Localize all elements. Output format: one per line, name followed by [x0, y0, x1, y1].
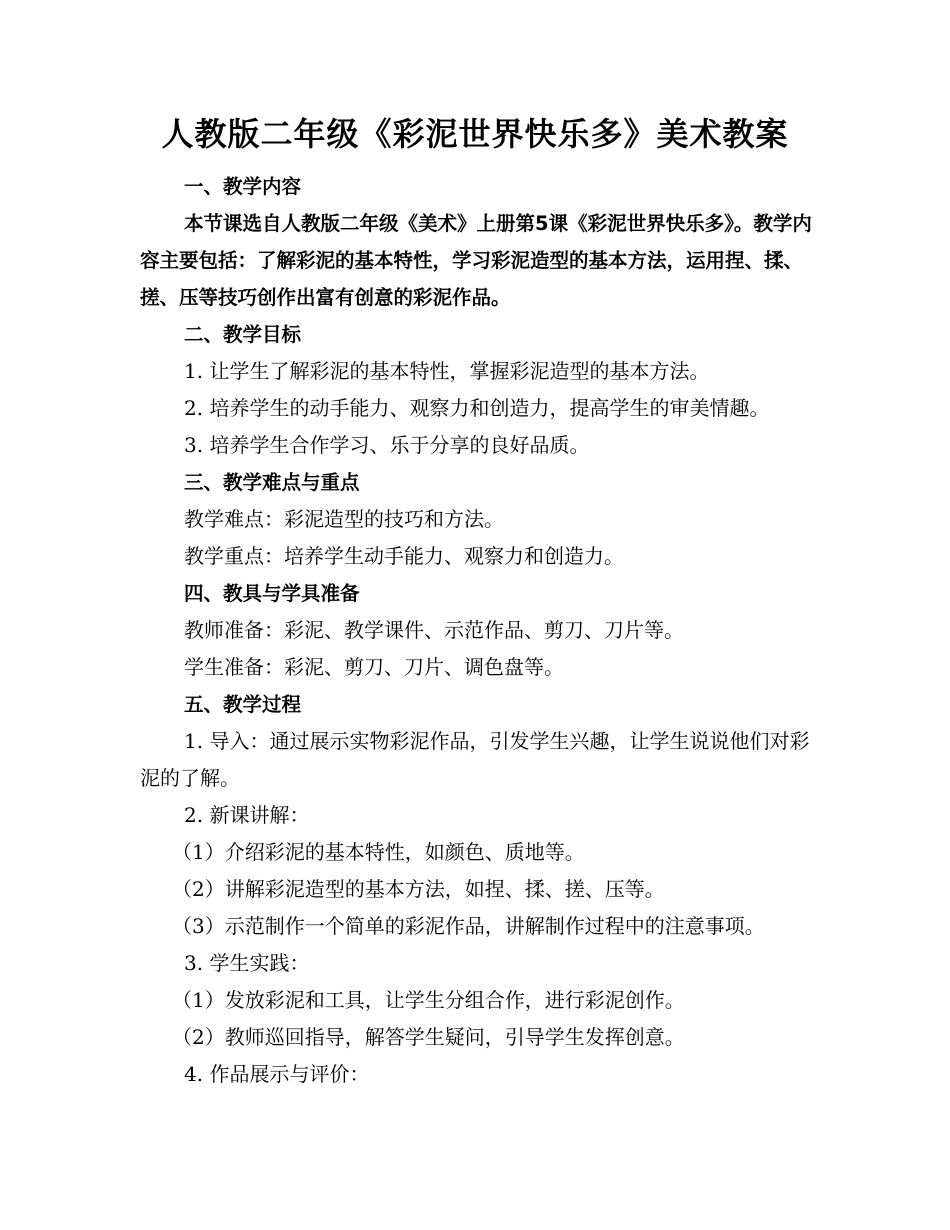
process-step-intro: 1. 导入：通过展示实物彩泥作品，引发学生兴趣，让学生说说他们对彩泥的了解。 [140, 729, 810, 790]
lecture-subitem: （2）讲解彩泥造型的基本方法，如捏、揉、搓、压等。 [172, 877, 665, 901]
lecture-subitem: （1）介绍彩泥的基本特性，如颜色、质地等。 [172, 840, 585, 864]
section-heading-objectives: 二、教学目标 [184, 323, 302, 346]
document-body [140, 168, 820, 1093]
process-step-showcase: 4. 作品展示与评价： [184, 1062, 370, 1086]
teacher-materials: 教师准备：彩泥、教学课件、示范作品、剪刀、刀片等。 [184, 618, 684, 642]
document-title: 人教版二年级《彩泥世界快乐多》美术教案 [161, 115, 789, 153]
focus-item: 教学重点：培养学生动手能力、观察力和创造力。 [184, 544, 624, 568]
process-step-lecture: 2. 新课讲解： [184, 803, 310, 827]
difficulty-item: 教学难点：彩泥造型的技巧和方法。 [184, 507, 504, 531]
lecture-subitem: （3）示范制作一个简单的彩泥作品，讲解制作过程中的注意事项。 [172, 914, 765, 938]
section-heading-materials: 四、教具与学具准备 [184, 582, 360, 605]
content-paragraph: 本节课选自人教版二年级《美术》上册第5课《彩泥世界快乐多》。教学内容主要包括：了解彩泥的基本特性，学习彩泥造型的基本方法，运用捏、揉、搓、压等技巧创作出富有创意的彩泥作品。 [140, 212, 812, 309]
section-heading-difficulties: 三、教学难点与重点 [184, 471, 360, 494]
section-heading-process: 五、教学过程 [184, 693, 302, 716]
section-heading-content: 一、教学内容 [184, 175, 302, 198]
objective-item: 3. 培养学生合作学习、乐于分享的良好品质。 [184, 433, 590, 457]
objective-item: 1. 让学生了解彩泥的基本特性，掌握彩泥造型的基本方法。 [184, 359, 710, 383]
practice-subitem: （2）教师巡回指导，解答学生疑问，引导学生发挥创意。 [172, 1025, 685, 1049]
practice-subitem: （1）发放彩泥和工具，让学生分组合作，进行彩泥创作。 [172, 988, 685, 1012]
process-step-practice: 3. 学生实践： [184, 951, 310, 975]
objective-item: 2. 培养学生的动手能力、观察力和创造力，提高学生的审美情趣。 [184, 396, 770, 420]
student-materials: 学生准备：彩泥、剪刀、刀片、调色盘等。 [184, 655, 564, 679]
